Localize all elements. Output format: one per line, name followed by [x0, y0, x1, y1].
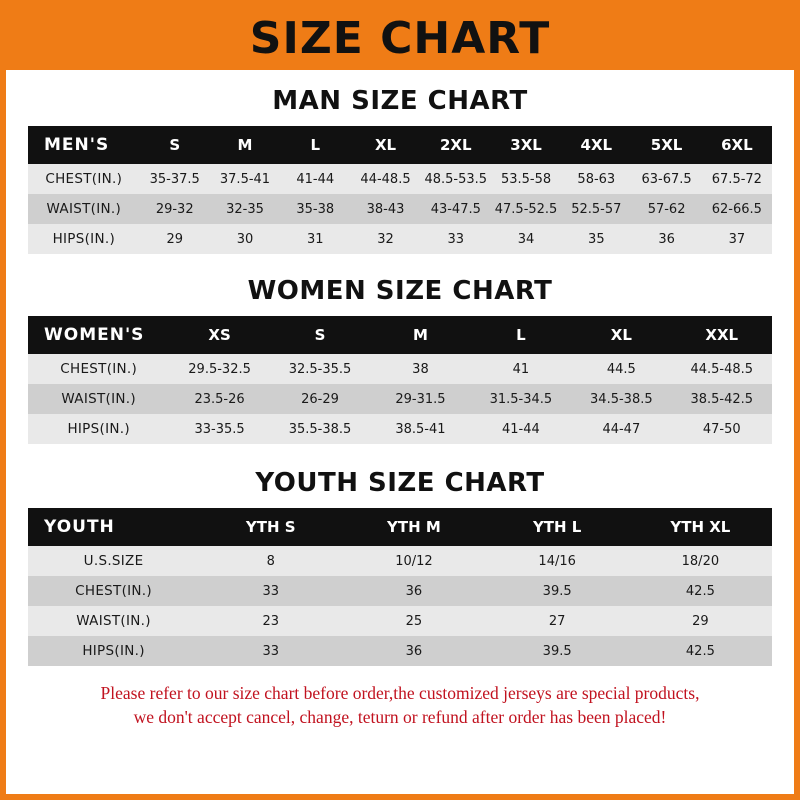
row-label: CHEST(IN.)	[75, 583, 152, 599]
table-row	[28, 194, 772, 224]
row-label: WAIST(IN.)	[61, 391, 136, 407]
table-cell: 47.5-52.5	[494, 201, 558, 217]
footer-disclaimer	[28, 682, 772, 735]
table-row	[28, 576, 772, 606]
column-header: L	[516, 326, 526, 344]
table-row	[28, 636, 772, 666]
table-cell: 37	[728, 231, 746, 247]
table-cell: 41-44	[296, 171, 335, 187]
table-cell: 57-62	[647, 201, 686, 217]
table-cell: 18/20	[681, 553, 720, 569]
table-cell: 44-48.5	[360, 171, 411, 187]
column-header: XL	[610, 326, 632, 344]
row-label: CHEST(IN.)	[60, 361, 138, 377]
table-cell: 38-43	[366, 201, 405, 217]
row-label: WAIST(IN.)	[76, 613, 151, 629]
table-cell: 38	[412, 361, 429, 377]
table-cell: 36	[405, 643, 423, 659]
table-cell: 63-67.5	[641, 171, 692, 187]
table-row	[28, 414, 772, 444]
row-label: U.S.SIZE	[83, 553, 144, 569]
table-cell: 34	[517, 231, 535, 247]
table-cell: 42.5	[685, 643, 715, 659]
row-label: HIPS(IN.)	[67, 421, 130, 437]
table-header-row	[28, 316, 772, 354]
table-cell: 29-31.5	[395, 391, 446, 407]
table-cell: 29	[166, 231, 183, 247]
table-cell: 35-37.5	[149, 171, 200, 187]
table-cell: 44.5	[606, 361, 636, 377]
table-cell: 36	[405, 583, 423, 599]
column-header: 2XL	[440, 136, 472, 154]
table-cell: 38.5-42.5	[690, 391, 754, 407]
table-cell: 33	[262, 583, 279, 599]
column-header: 5XL	[650, 136, 683, 154]
column-header: 6XL	[721, 136, 753, 154]
row-label: HIPS(IN.)	[82, 643, 145, 659]
column-header: YOUTH	[44, 517, 115, 537]
women-section-title: WOMEN SIZE CHART	[247, 276, 553, 306]
column-header: YTH M	[387, 518, 441, 536]
table-cell: 41	[512, 361, 530, 377]
column-header: YTH L	[532, 518, 582, 536]
table-row	[28, 164, 772, 194]
table-cell: 8	[266, 553, 275, 569]
table-cell: 62-66.5	[711, 201, 762, 217]
column-header: 3XL	[510, 136, 542, 154]
table-cell: 44.5-48.5	[690, 361, 754, 377]
column-header: YTH XL	[670, 518, 731, 536]
table-row	[28, 606, 772, 636]
table-cell: 32	[377, 231, 394, 247]
row-label: HIPS(IN.)	[52, 231, 116, 247]
page-title: SIZE CHART	[249, 12, 551, 64]
table-cell: 33-35.5	[194, 421, 245, 437]
table-cell: 48.5-53.5	[424, 171, 488, 187]
column-header: M	[237, 136, 253, 154]
table-cell: 32-35	[226, 201, 264, 217]
youth-section-title: YOUTH SIZE CHART	[255, 468, 545, 498]
table-row	[28, 224, 772, 254]
table-cell: 39.5	[542, 643, 572, 659]
column-header: L	[310, 136, 321, 154]
table-row	[28, 546, 772, 576]
man-section-title: MAN SIZE CHART	[272, 86, 528, 116]
table-cell: 14/16	[538, 553, 576, 569]
youth-size-table	[28, 508, 772, 666]
table-cell: 26-29	[301, 391, 339, 407]
table-cell: 53.5-58	[500, 171, 552, 187]
table-cell: 33	[447, 231, 465, 247]
column-header: XL	[374, 136, 397, 154]
table-cell: 34.5-38.5	[590, 391, 653, 407]
table-cell: 39.5	[542, 583, 572, 599]
table-cell: 67.5-72	[711, 171, 762, 187]
table-cell: 42.5	[685, 583, 715, 599]
table-cell: 10/12	[395, 553, 433, 569]
table-cell: 32.5-35.5	[288, 361, 352, 377]
table-row	[28, 384, 772, 414]
man-size-table	[28, 126, 772, 254]
table-cell: 38.5-41	[395, 421, 446, 437]
table-cell: 23	[262, 613, 279, 629]
table-cell: 31.5-34.5	[489, 391, 553, 407]
table-cell: 52.5-57	[571, 201, 622, 217]
table-cell: 47-50	[702, 421, 741, 437]
table-cell: 27	[548, 613, 566, 629]
table-cell: 35.5-38.5	[288, 421, 352, 437]
table-cell: 44-47	[602, 421, 641, 437]
table-cell: 23.5-26	[194, 391, 245, 407]
table-cell: 35-38	[296, 201, 335, 217]
footer-line-1: Please refer to our size chart before order,the customized jerseys are special products,	[100, 683, 700, 703]
table-cell: 29	[692, 613, 709, 629]
table-cell: 25	[405, 613, 423, 629]
table-cell: 36	[658, 231, 675, 247]
table-cell: 31	[306, 231, 324, 247]
table-cell: 30	[236, 231, 254, 247]
row-label: WAIST(IN.)	[46, 201, 122, 217]
column-header: S	[314, 326, 326, 344]
table-cell: 29-32	[155, 201, 194, 217]
column-header: XXL	[705, 326, 739, 344]
table-header-row	[28, 126, 772, 164]
table-row	[28, 354, 772, 384]
table-cell: 58-63	[577, 171, 616, 187]
column-header: MEN'S	[44, 135, 110, 155]
table-cell: 43-47.5	[430, 201, 481, 217]
column-header: M	[412, 326, 428, 344]
table-header-row	[28, 508, 772, 546]
women-size-table	[28, 316, 772, 444]
footer-line-2: we don't accept cancel, change, teturn or refund after order has been placed!	[133, 706, 667, 727]
row-label: CHEST(IN.)	[45, 171, 123, 187]
table-cell: 41-44	[502, 421, 540, 437]
header-banner	[6, 6, 794, 70]
table-cell: 33	[262, 643, 279, 659]
column-header: 4XL	[580, 136, 613, 154]
column-header: WOMEN'S	[44, 325, 145, 345]
column-header: XS	[208, 326, 231, 344]
content-area	[6, 70, 794, 794]
column-header: YTH S	[245, 518, 296, 536]
table-cell: 37.5-41	[219, 171, 271, 187]
table-cell: 29.5-32.5	[188, 361, 251, 377]
column-header: S	[169, 136, 181, 154]
table-cell: 35	[588, 231, 605, 247]
